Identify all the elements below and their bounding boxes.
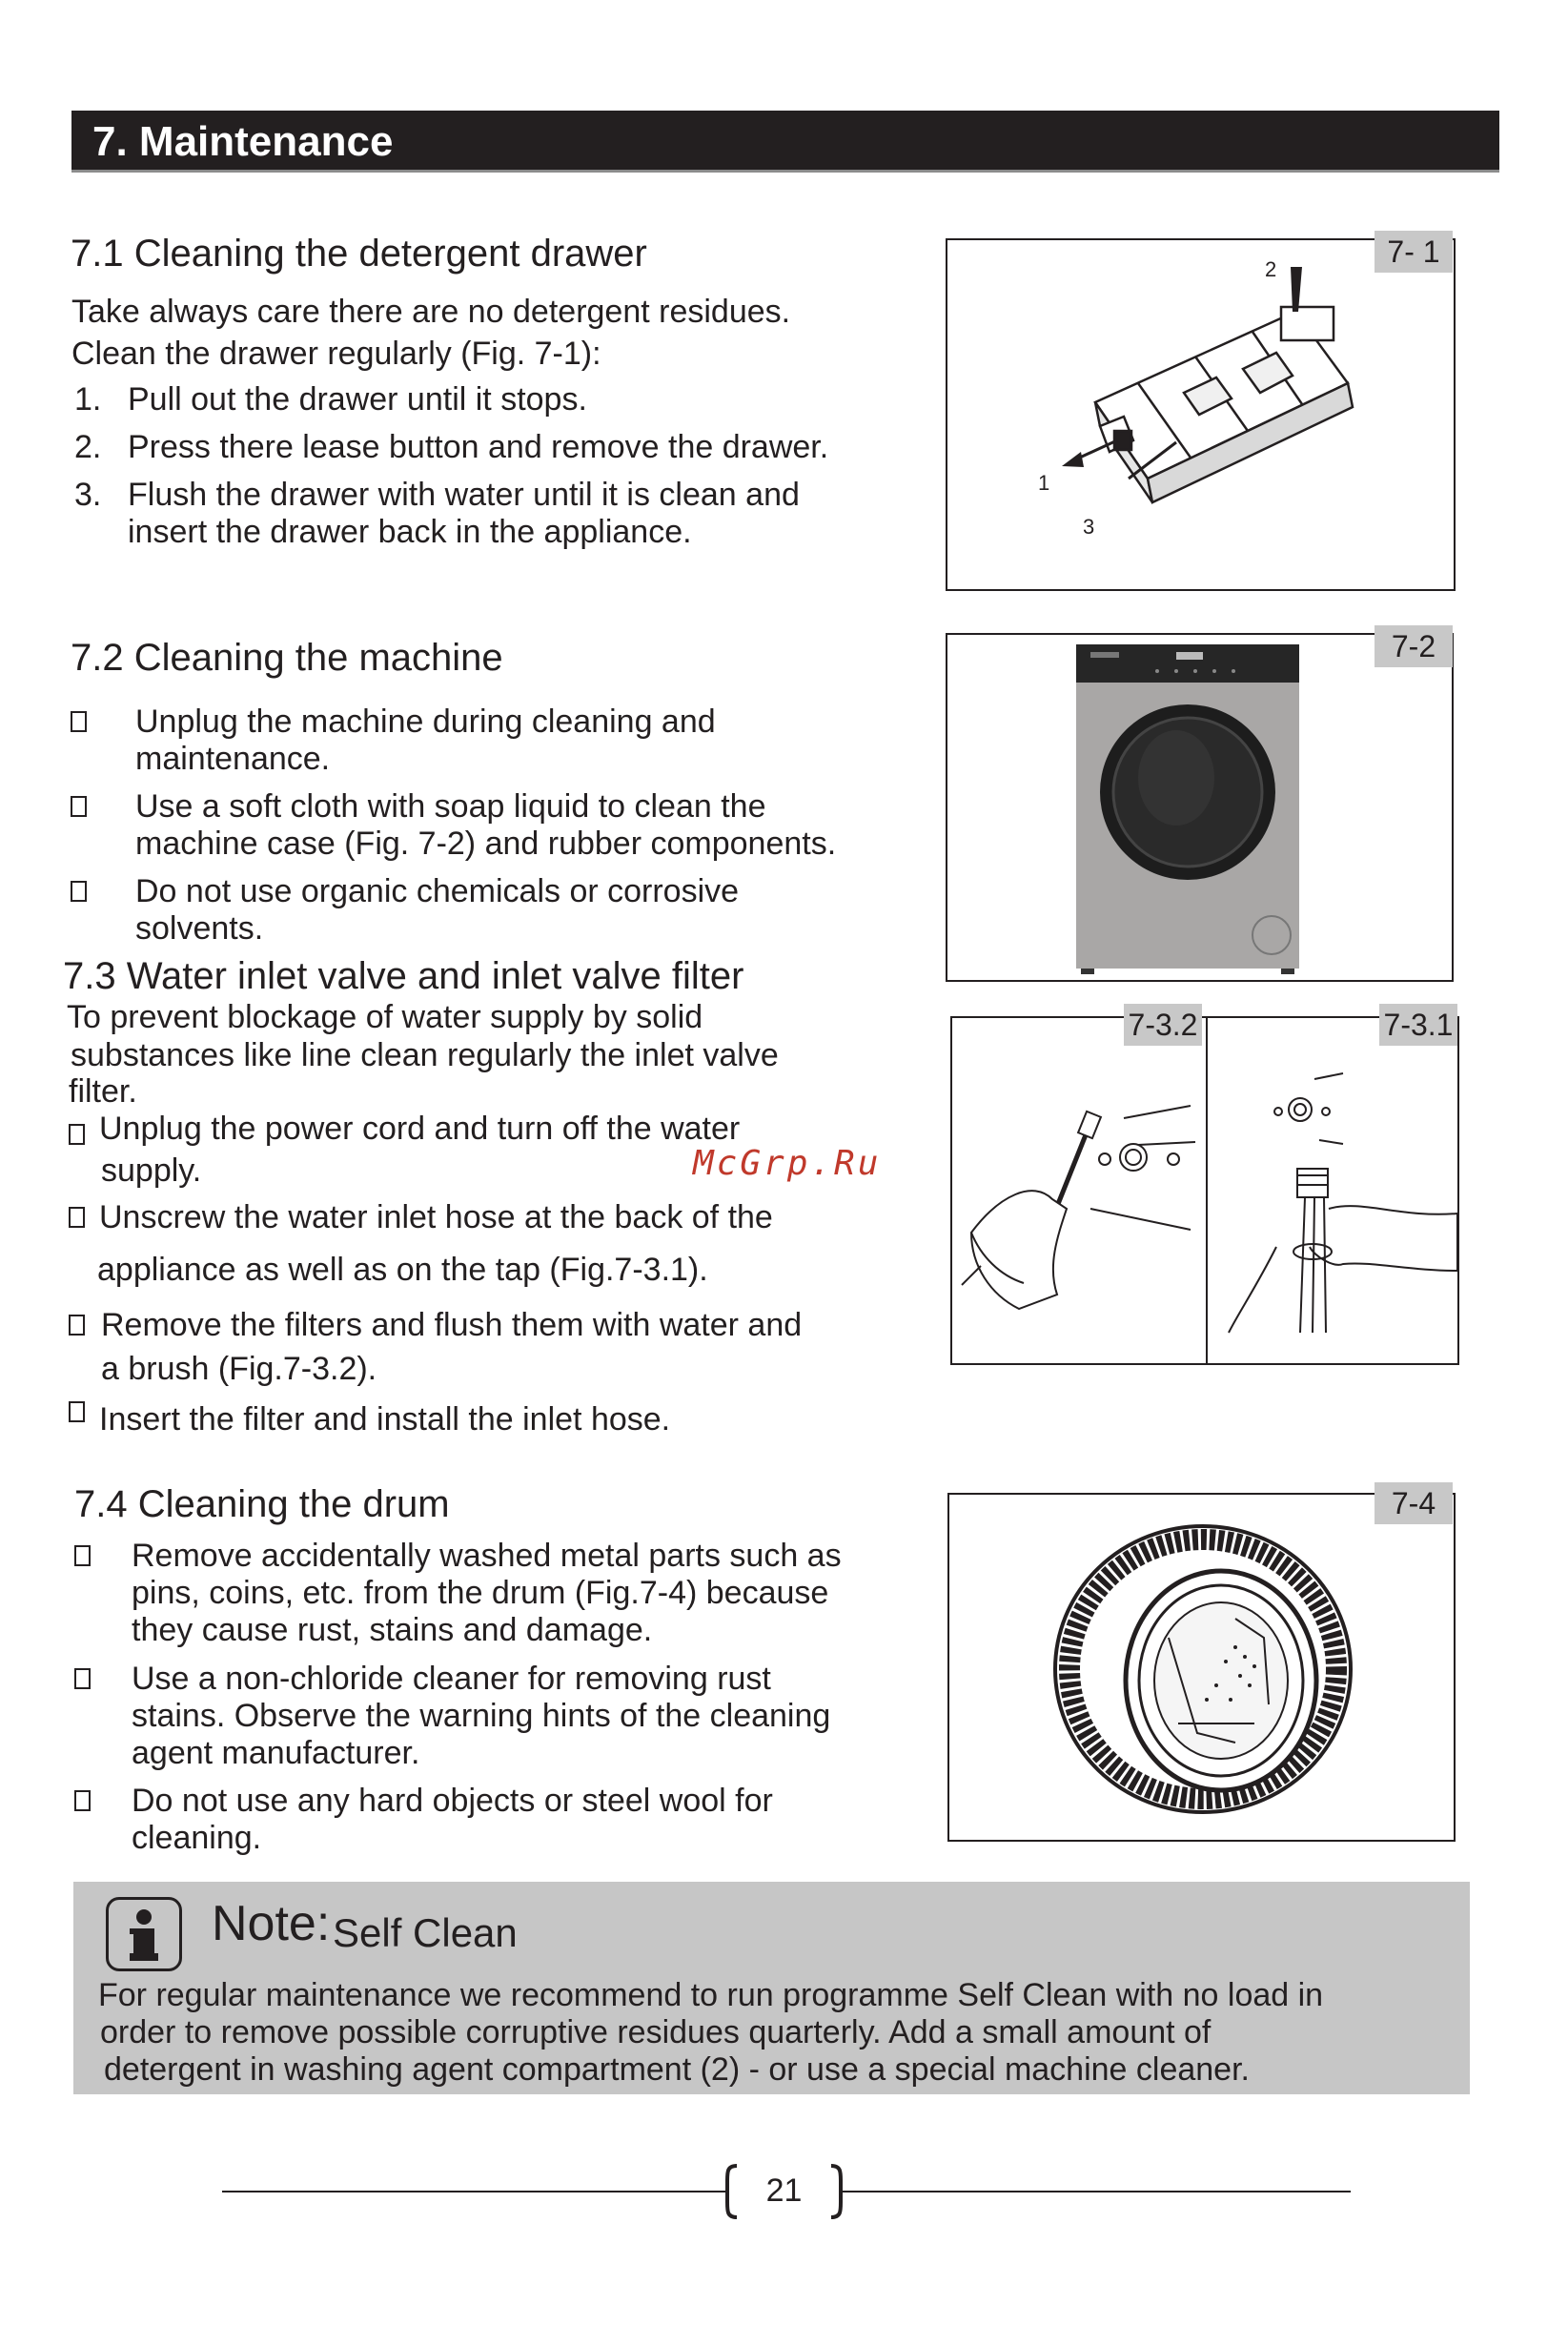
bullet-text-continued: cleaning. [132, 1820, 262, 1856]
figure-label-7-3-2: 7-3.2 [1124, 1004, 1202, 1046]
page-title: 7. Maintenance [92, 118, 394, 165]
bullet-text: Unscrew the water inlet hose at the back of the [99, 1199, 773, 1235]
bullet-text: Unplug the power cord and turn off the water [99, 1111, 741, 1147]
step-text: Pull out the drawer until it stops. [128, 381, 587, 418]
figure-7-4 [947, 1493, 1456, 1842]
section-7-1-intro-line1: Take always care there are no detergent residues. [71, 294, 791, 330]
page-number: 21 [765, 2172, 803, 2209]
bullet-marker [74, 1668, 91, 1689]
drum-illustration [949, 1495, 1457, 1844]
detergent-drawer-illustration [947, 240, 1457, 593]
step-text-continued: insert the drawer back in the appliance. [128, 514, 692, 550]
footer-rule-right [839, 2191, 1351, 2192]
section-7-3-intro-line1: To prevent blockage of water supply by solid [67, 999, 703, 1035]
bullet-marker [74, 1790, 91, 1811]
section-7-3-intro-line3: filter. [69, 1073, 137, 1110]
bullet-text: Use a non-chloride cleaner for removing rust [132, 1661, 771, 1697]
note-line3: detergent in washing agent compartment (2) - or use a special machine cleaner. [104, 2051, 1250, 2088]
footer-rule-left [222, 2191, 725, 2192]
figure-label-7-2: 7-2 [1375, 625, 1453, 667]
bullet-marker [69, 1124, 85, 1145]
bullet-marker [71, 796, 87, 817]
note-subheading: Self Clean [333, 1910, 518, 1955]
note-box [73, 1882, 1470, 2094]
bullet-marker [69, 1207, 85, 1228]
bullet-text-continued: supply. [101, 1152, 202, 1189]
step-number: 3. [74, 477, 102, 513]
section-7-3-title: 7.3 Water inlet valve and inlet valve filter [63, 955, 744, 997]
section-7-2-title: 7.2 Cleaning the machine [71, 637, 503, 679]
callout-3: 3 [1083, 515, 1095, 539]
bullet-text: Use a soft cloth with soap liquid to clean the [135, 788, 766, 825]
figure-7-3 [950, 1016, 1459, 1365]
inlet-filter-illustrations [952, 1018, 1461, 1367]
bullet-text-continued: a brush (Fig.7-3.2). [101, 1351, 377, 1387]
note-heading: Note: [212, 1896, 331, 1951]
bullet-marker [69, 1315, 85, 1336]
step-text: Press there lease button and remove the drawer. [128, 429, 829, 465]
bullet-text-continued: stains. Observe the warning hints of the cleaning [132, 1698, 831, 1734]
section-header-bar [71, 111, 1499, 173]
section-7-3-intro-line2: substances like line clean regularly the inlet valve [71, 1037, 779, 1073]
figure-label-7-4: 7-4 [1375, 1482, 1453, 1524]
figure-label-7-1: 7- 1 [1375, 231, 1453, 273]
bullet-text-continued: maintenance. [135, 741, 331, 777]
bullet-marker [74, 1545, 91, 1566]
step-number: 1. [74, 381, 102, 418]
washing-machine-illustration [947, 635, 1456, 984]
bullet-text: Unplug the machine during cleaning and [135, 704, 716, 740]
info-icon [106, 1897, 182, 1971]
bullet-text-continued: solvents. [135, 910, 264, 947]
bullet-text: Do not use organic chemicals or corrosive [135, 873, 740, 909]
step-text: Flush the drawer with water until it is clean and [128, 477, 800, 513]
bullet-text-continued: pins, coins, etc. from the drum (Fig.7-4) because [132, 1575, 829, 1611]
step-number: 2. [74, 429, 102, 465]
section-7-4-title: 7.4 Cleaning the drum [74, 1483, 450, 1525]
bullet-text: Do not use any hard objects or steel wool for [132, 1783, 773, 1819]
section-7-1-title: 7.1 Cleaning the detergent drawer [71, 233, 647, 275]
section-7-1-intro-line2: Clean the drawer regularly (Fig. 7-1): [71, 336, 601, 372]
figure-label-7-3-1: 7-3.1 [1379, 1004, 1457, 1046]
callout-2: 2 [1265, 257, 1277, 281]
callout-1: 1 [1038, 471, 1050, 495]
bullet-text: Insert the filter and install the inlet hose. [99, 1401, 671, 1438]
bullet-text-continued: they cause rust, stains and damage. [132, 1612, 653, 1648]
bullet-text: Remove accidentally washed metal parts such as [132, 1538, 842, 1574]
note-line1: For regular maintenance we recommend to run programme Self Clean with no load in [98, 1977, 1324, 2013]
bullet-marker [71, 881, 87, 902]
note-line2: order to remove possible corruptive residues quarterly. Add a small amount of [100, 2014, 1212, 2050]
figure-7-1 [946, 238, 1456, 591]
bullet-text-continued: agent manufacturer. [132, 1735, 420, 1771]
bullet-text: Remove the filters and flush them with water and [101, 1307, 803, 1343]
watermark-text: McGrp.Ru [693, 1144, 882, 1183]
bullet-marker [71, 711, 87, 732]
bullet-marker [69, 1401, 85, 1422]
bullet-text-continued: machine case (Fig. 7-2) and rubber components. [135, 826, 837, 862]
bullet-text-continued: appliance as well as on the tap (Fig.7-3.1). [97, 1252, 708, 1288]
figure-7-2 [946, 633, 1454, 982]
